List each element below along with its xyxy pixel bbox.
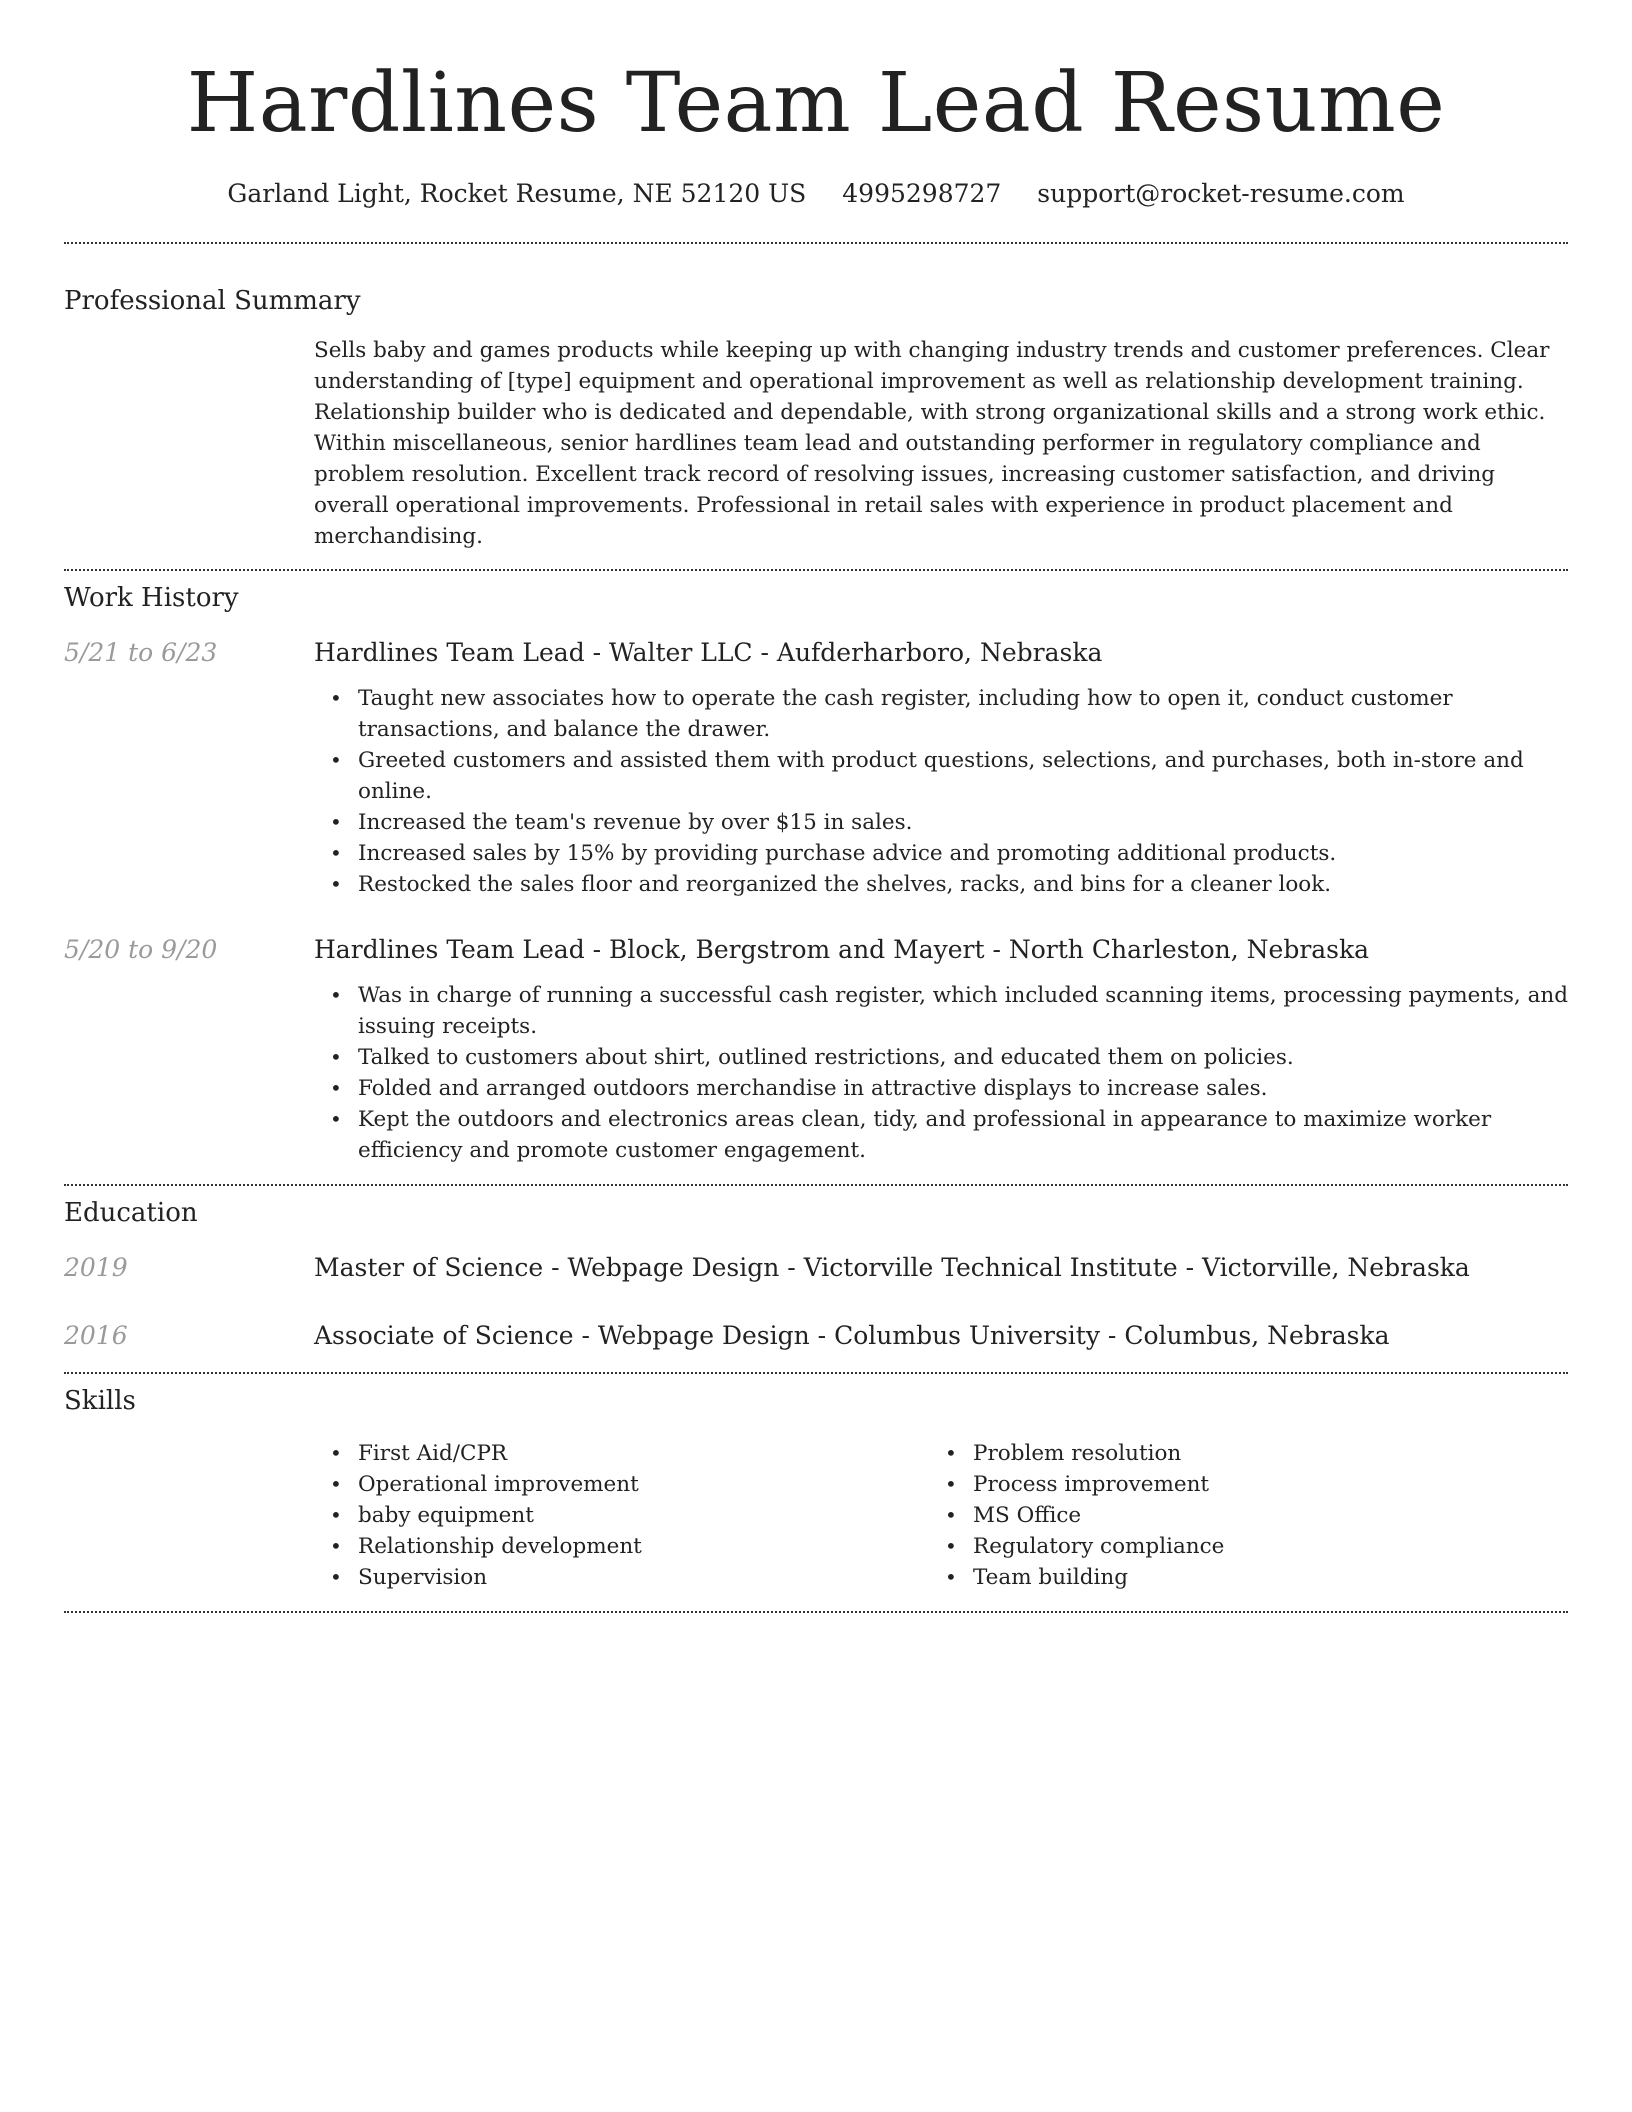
divider — [64, 242, 1568, 244]
resume-page — [64, 0, 1568, 1613]
job-bullet: • Kept the outdoors and electronics areas clean, tidy, and professional in appearance to maximize worker efficiency and promote customer engagement. — [314, 1104, 1568, 1166]
contact-phone: 4995298727 — [842, 179, 1002, 208]
skill-item: • baby equipment — [314, 1500, 929, 1531]
summary-section — [64, 284, 1568, 552]
resume-title: Hardlines Team Lead Resume — [186, 56, 1446, 151]
skill-item: • First Aid/CPR — [314, 1438, 929, 1469]
skills-grid — [314, 1438, 1568, 1593]
divider — [64, 1372, 1568, 1374]
job-title: Hardlines Team Lead - Block, Bergstrom and Mayert - North Charleston, Nebraska — [314, 935, 1370, 964]
job-bullet: • Greeted customers and assisted them with product questions, selections, and purchases, both in-store and online. — [314, 745, 1568, 807]
job-bullet: • Restocked the sales floor and reorganized the shelves, racks, and bins for a cleaner look. — [314, 869, 1568, 900]
job-bullet: • Increased the team's revenue by over $15 in sales. — [314, 807, 1568, 838]
skill-item: • Team building — [929, 1562, 1544, 1593]
contact-email: support@rocket-resume.com — [1037, 179, 1405, 208]
job-dates: 5/21 to 6/23 — [64, 638, 218, 667]
education-heading: Education — [64, 1198, 198, 1228]
skills-section — [64, 1384, 1568, 1593]
skill-item: • MS Office — [929, 1500, 1544, 1531]
skill-item: • Process improvement — [929, 1469, 1544, 1500]
contact-line — [64, 176, 1568, 212]
contact-address: Garland Light, Rocket Resume, NE 52120 US — [227, 179, 807, 208]
education-entry — [64, 1318, 1568, 1354]
job-bullets — [314, 980, 1568, 1166]
skills-column-right — [929, 1438, 1544, 1593]
job-entry — [64, 635, 1568, 900]
job-entry — [64, 932, 1568, 1166]
education-entry — [64, 1250, 1568, 1286]
job-bullet: • Talked to customers about shirt, outlined restrictions, and educated them on policies. — [314, 1042, 1568, 1073]
skill-item: • Relationship development — [314, 1531, 929, 1562]
skill-item: • Problem resolution — [929, 1438, 1544, 1469]
education-title: Associate of Science - Webpage Design - Columbus University - Columbus, Nebraska — [314, 1321, 1390, 1350]
work-history-heading: Work History — [64, 583, 239, 613]
divider — [64, 1184, 1568, 1186]
job-bullet: • Folded and arranged outdoors merchandise in attractive displays to increase sales. — [314, 1073, 1568, 1104]
divider — [64, 569, 1568, 571]
summary-text: Sells baby and games products while keeping up with changing industry trends and customer preferences. Clear understanding of [type] equipment and operational improvement as well as relationship development training. Relationship builder who is dedicated and dependable, with strong organizational skills and a strong work ethic. Within miscellaneous, senior hardlines team lead and outstanding performer in regulatory compliance and problem resolution. Excellent track record of resolving issues, increasing customer satisfaction, and driving overall operational improvements. Professional in retail sales with experience in product placement and merchandising. — [314, 338, 1550, 549]
skill-item: • Supervision — [314, 1562, 929, 1593]
education-section — [64, 1196, 1568, 1354]
summary-heading: Professional Summary — [64, 286, 361, 316]
job-bullets — [314, 683, 1568, 900]
education-year: 2019 — [64, 1253, 128, 1282]
skill-item: • Operational improvement — [314, 1469, 929, 1500]
job-title: Hardlines Team Lead - Walter LLC - Aufderharboro, Nebraska — [314, 638, 1103, 667]
work-history-section — [64, 581, 1568, 1166]
education-title: Master of Science - Webpage Design - Victorville Technical Institute - Victorville, Nebraska — [314, 1253, 1470, 1282]
skill-item: • Regulatory compliance — [929, 1531, 1544, 1562]
education-year: 2016 — [64, 1321, 128, 1350]
job-dates: 5/20 to 9/20 — [64, 935, 218, 964]
job-bullet: • Was in charge of running a successful cash register, which included scanning items, processing payments, and issuing receipts. — [314, 980, 1568, 1042]
skills-column-left — [314, 1438, 929, 1593]
job-bullet: • Increased sales by 15% by providing purchase advice and promoting additional products. — [314, 838, 1568, 869]
job-bullet: • Taught new associates how to operate the cash register, including how to open it, conduct customer transactions, and balance the drawer. — [314, 683, 1568, 745]
skills-heading: Skills — [64, 1386, 136, 1416]
divider — [64, 1611, 1568, 1613]
resume-header — [64, 0, 1568, 212]
